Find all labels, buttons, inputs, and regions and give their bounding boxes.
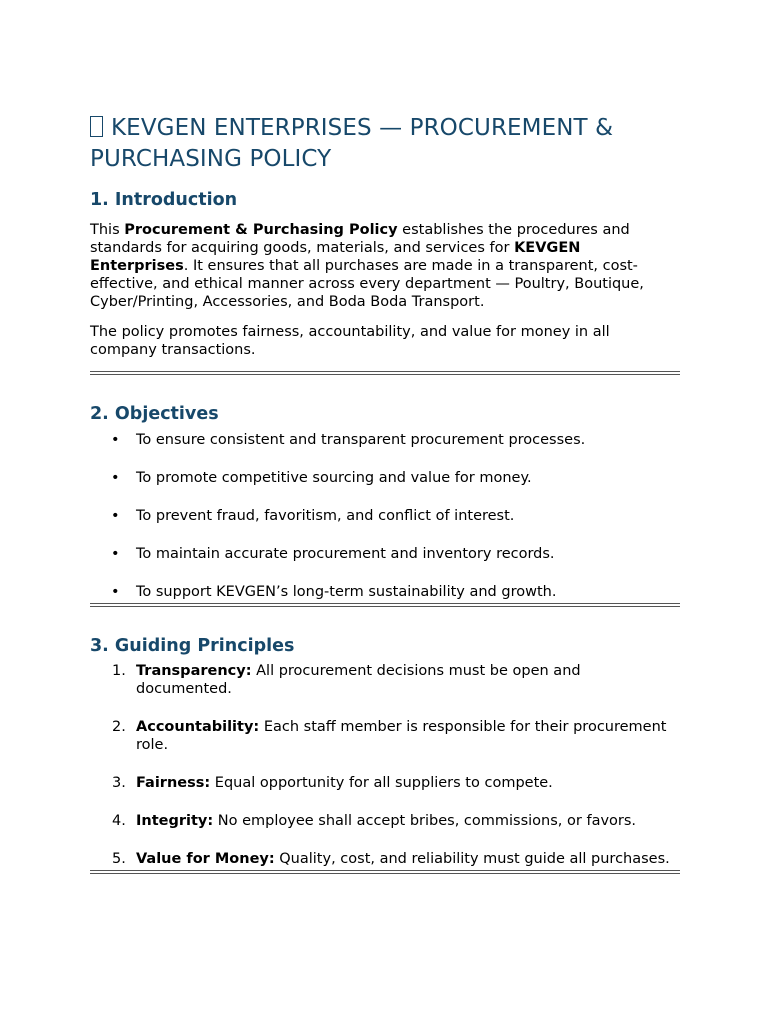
company-name-bold: KEVGEN Enterprises — [90, 240, 581, 274]
list-item: • To maintain accurate procurement and inventory records. — [111, 546, 555, 562]
document-title-text: KEVGEN ENTERPRISES — PROCUREMENT & PURCHASING POLICY — [90, 115, 614, 172]
list-item: 3. Fairness: Equal opportunity for all suppliers to compete. — [112, 775, 553, 791]
list-item: 1. Transparency: All procurement decisions must be open and documented. — [112, 663, 581, 697]
list-item: 4. Integrity: No employee shall accept bribes, commissions, or favors. — [112, 813, 637, 829]
list-number: 3. — [112, 775, 126, 791]
bullet-icon: • — [111, 470, 120, 486]
section-divider — [90, 870, 680, 874]
introduction-paragraph-1: This Procurement & Purchasing Policy establishes the procedures and standards for acquiring goods, materials, and services for KEVGEN Enterprises. It ensures that all purchases are made in a transparent, cost-effective, and ethical manner across every department — Poultry, Boutique, Cyber/Printing, Accessories, and Boda Boda Transport. — [90, 222, 644, 310]
list-item: 2. Accountability: Each staff member is responsible for their procurement role. — [112, 719, 667, 753]
bullet-icon: • — [111, 432, 120, 448]
bullet-icon: • — [111, 584, 120, 600]
policy-name-bold: Procurement & Purchasing Policy — [124, 222, 398, 238]
list-number: 5. — [112, 851, 126, 867]
list-item: • To ensure consistent and transparent procurement processes. — [111, 432, 586, 448]
principles-heading: 3. Guiding Principles — [90, 636, 295, 656]
list-number: 2. — [112, 719, 126, 735]
principles-list — [90, 662, 680, 868]
list-number: 1. — [112, 663, 126, 679]
missing-glyph-icon — [90, 116, 103, 137]
document-title — [90, 113, 680, 175]
list-item: • To prevent fraud, favoritism, and conflict of interest. — [111, 508, 515, 524]
document-page — [90, 113, 680, 874]
objectives-list — [90, 431, 680, 601]
introduction-heading: 1. Introduction — [90, 190, 238, 210]
list-item: • To promote competitive sourcing and value for money. — [111, 470, 532, 486]
bullet-icon: • — [111, 546, 120, 562]
list-item: • To support KEVGEN’s long-term sustainability and growth. — [111, 584, 557, 600]
list-number: 4. — [112, 813, 126, 829]
introduction-paragraph-2: The policy promotes fairness, accountability, and value for money in all company transactions. — [90, 324, 610, 358]
bullet-icon: • — [111, 508, 120, 524]
list-item: 5. Value for Money: Quality, cost, and reliability must guide all purchases. — [112, 851, 670, 867]
objectives-heading: 2. Objectives — [90, 404, 219, 424]
